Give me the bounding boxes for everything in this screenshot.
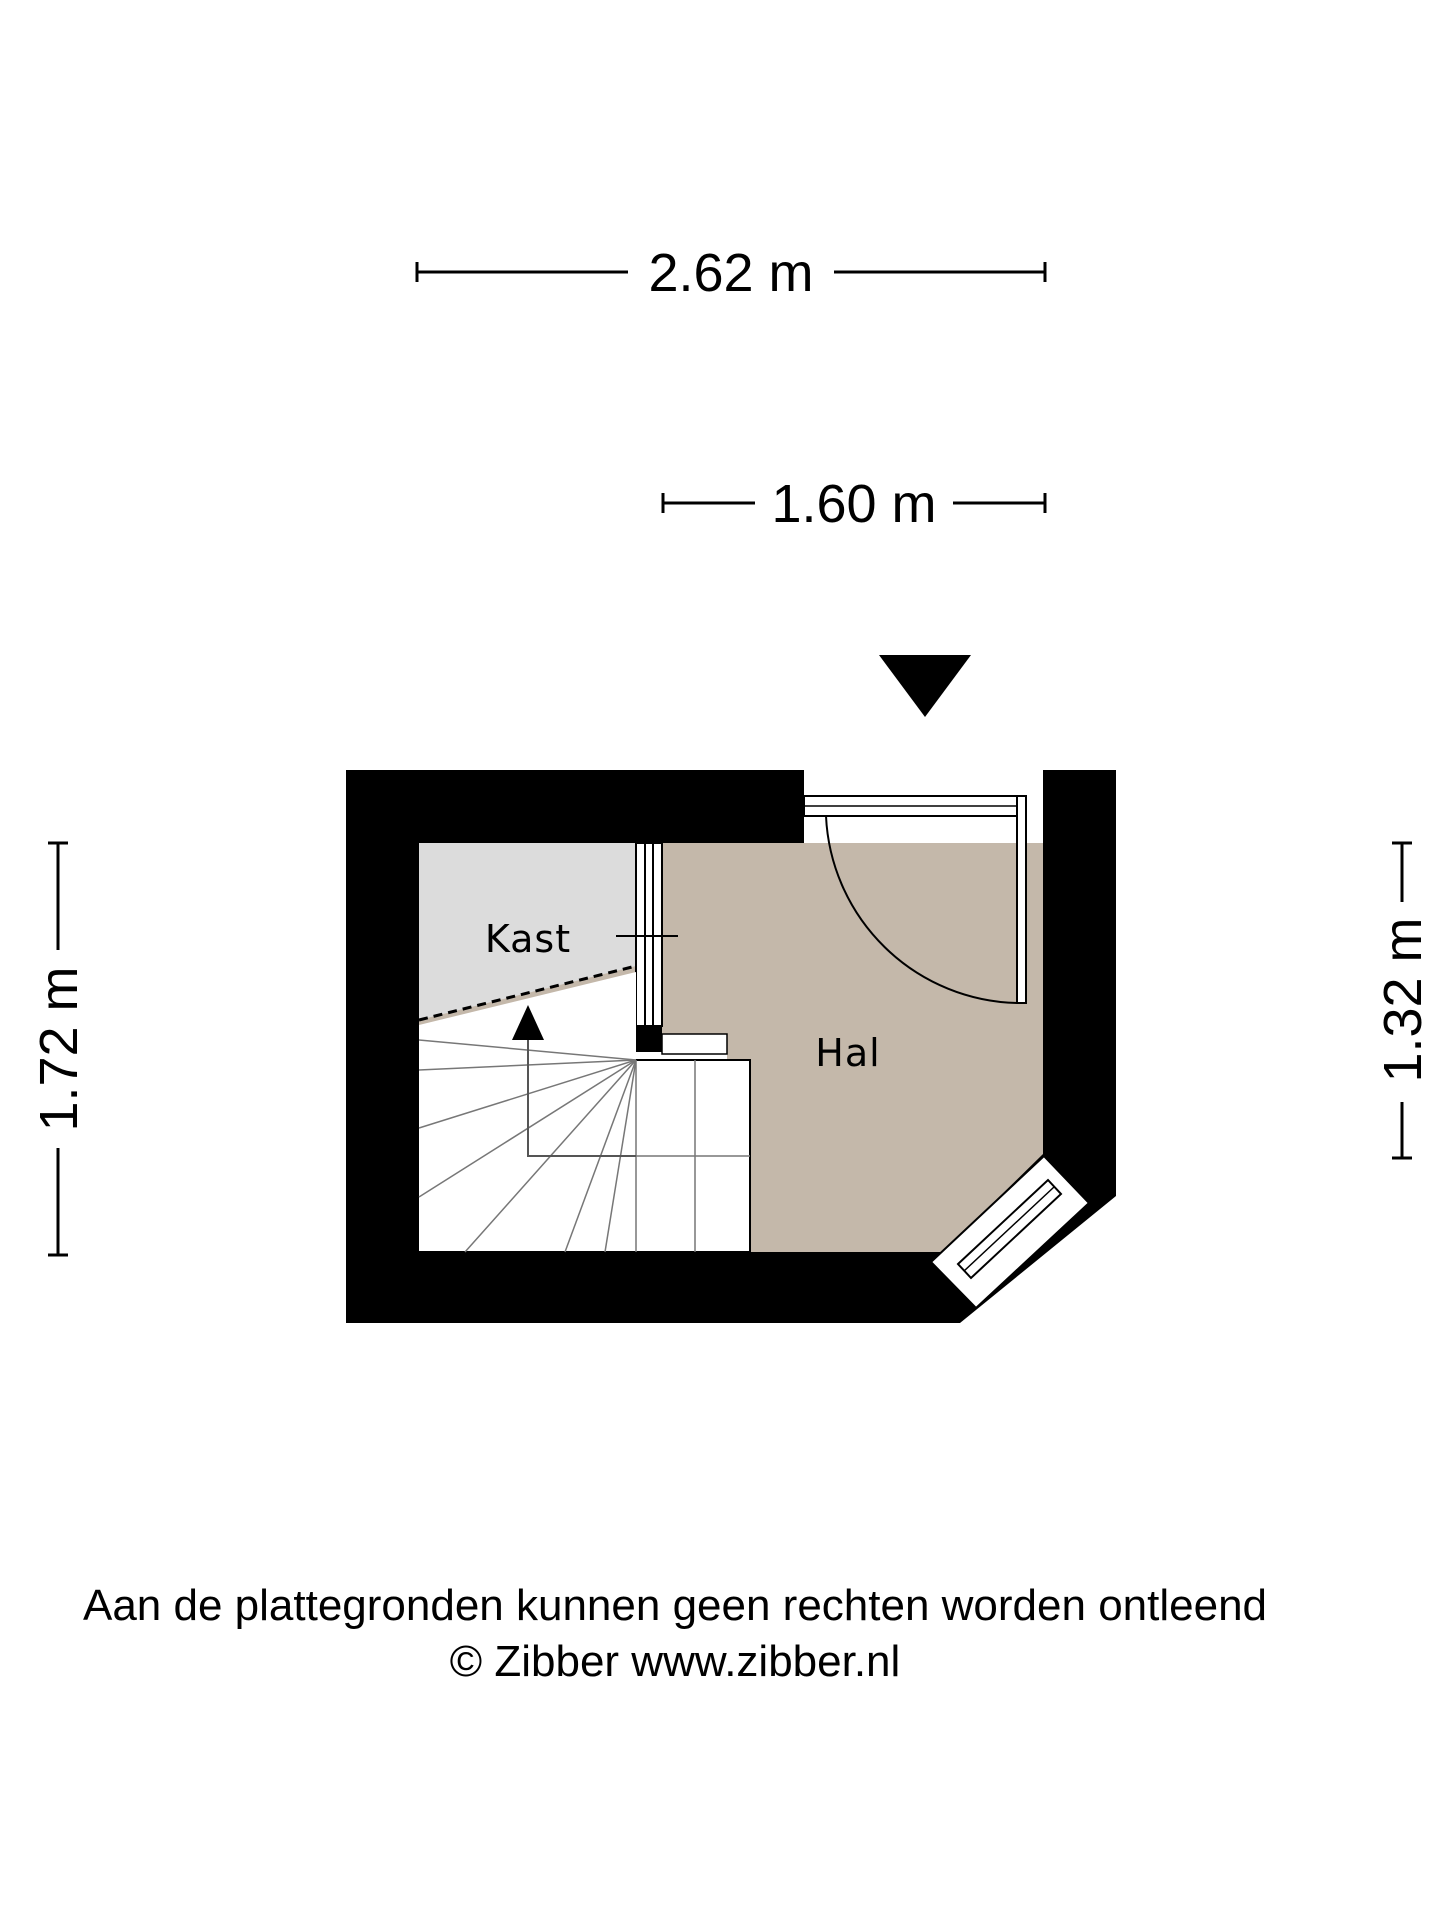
dimension-partial-width-label: 1.60 m — [771, 474, 937, 534]
dimension-left-height-label: 1.72 m — [29, 966, 89, 1132]
credit-text: © Zibber www.zibber.nl — [449, 1637, 901, 1686]
dimension-partial-width — [663, 474, 1045, 534]
room-label-hal: Hal — [815, 1031, 881, 1075]
dimension-total-width — [417, 243, 1045, 303]
dimension-left-height — [29, 843, 89, 1255]
dimension-right-height — [1373, 843, 1433, 1158]
disclaimer-text: Aan de plattegronden kunnen geen rechten worden ontleend — [82, 1581, 1268, 1630]
dimension-right-height-label: 1.32 m — [1373, 917, 1433, 1083]
dimension-total-width-label: 2.62 m — [648, 243, 814, 303]
room-label-kast: Kast — [484, 917, 572, 961]
entrance-arrow-icon — [879, 655, 971, 717]
